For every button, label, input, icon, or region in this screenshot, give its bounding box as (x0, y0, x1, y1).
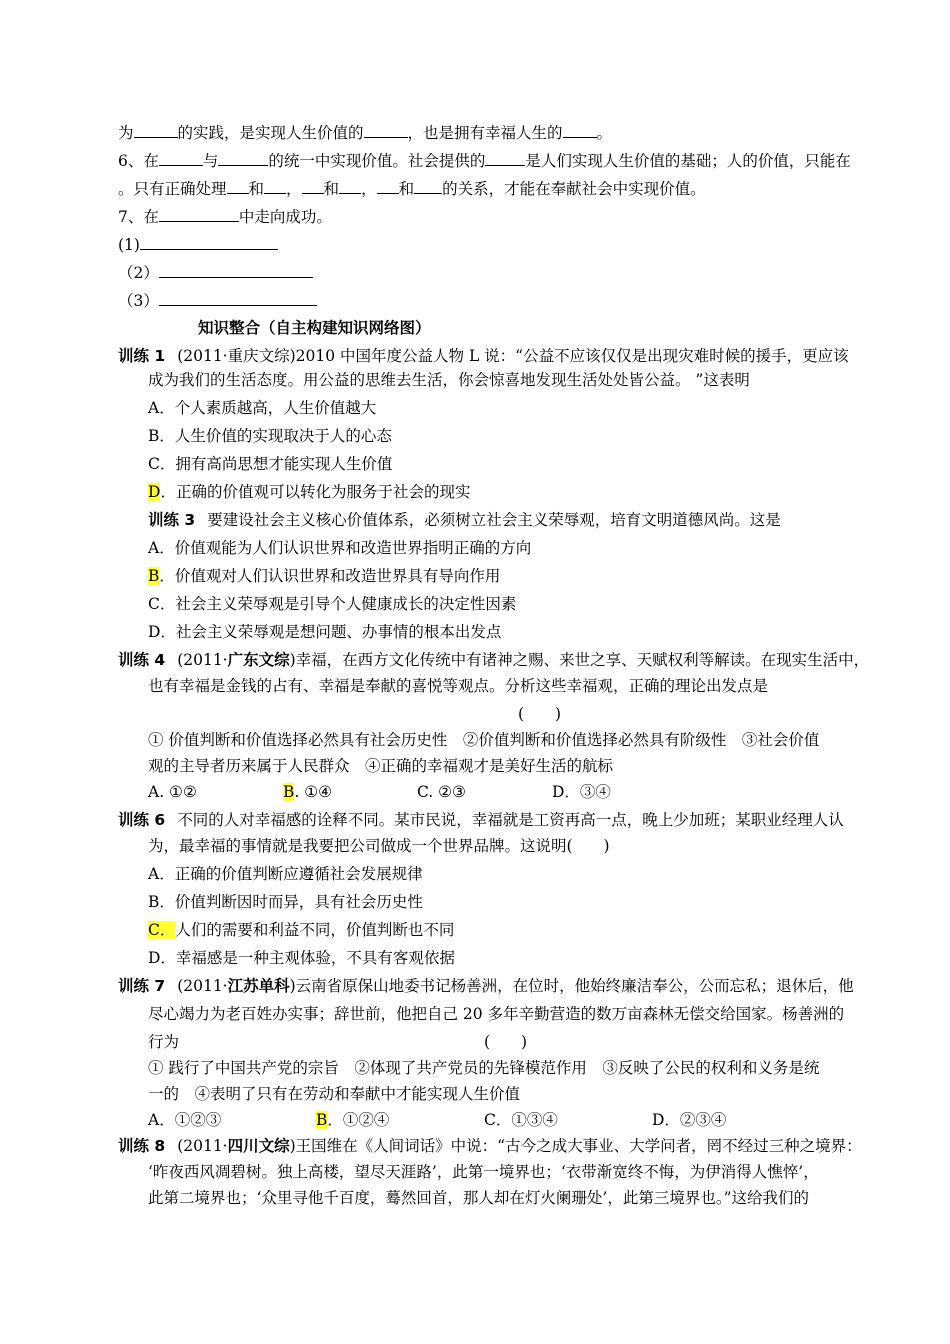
q8-stem-2: ‘昨夜西风凋碧树。独上高楼，望尽天涯路’，此第一境界也；‘衣带渐宽终不悔，为伊消得人憔悴’， (148, 1163, 819, 1181)
q6-stem-text: 不同的人对幸福感的诠释不同。某市民说，幸福就是工资再高一点，晚上少加班；某职业经理人认 (177, 811, 844, 829)
q4-stem-1 (118, 650, 869, 670)
q7-stem-3: 行为 (148, 1033, 180, 1051)
item-2 (118, 262, 313, 283)
blank[interactable] (377, 178, 399, 194)
q4-label: 训练 4 (118, 651, 166, 669)
q4-options-1: ① 价值判断和价值选择必然具有社会历史性 ②价值判断和价值选择必然具有阶级性 ③社会价值 (148, 731, 820, 749)
q3-label: 训练 3 (148, 511, 196, 529)
text: (2011· (177, 1137, 228, 1155)
q7-label: 训练 7 (118, 977, 166, 995)
text: 。 (596, 124, 613, 142)
text: 的关系，才能在奉献社会中实现价值。 (442, 180, 706, 198)
item-3 (118, 290, 317, 311)
option-text: ．正确的价值观可以转化为服务于社会的现实 (160, 483, 471, 501)
q8-stem-1 (118, 1136, 862, 1156)
q1-stem-text: (2011·重庆文综)2010 中国年度公益人物 L 说：“公益不应该仅仅是出现灾难时候的援手，更应该 (177, 347, 849, 365)
q4-option-a[interactable]: A. ①② (148, 783, 197, 801)
blank[interactable] (227, 178, 249, 194)
q3-option-b[interactable] (148, 566, 500, 586)
text: 和 (248, 180, 265, 198)
text: 与 (202, 152, 219, 170)
q1-stem-1 (118, 346, 849, 366)
q7-options-1: ① 践行了中国共产党的宗旨 ②体现了共产党员的先锋模范作用 ③反映了公民的权利和义务是统 (148, 1059, 820, 1077)
option-text: 人们的需要和利益不同，价值判断也不同 (175, 921, 455, 939)
text: 6、在 (118, 152, 159, 170)
answer-highlight: D (148, 483, 161, 501)
fill-line-1 (118, 122, 612, 143)
q7-option-b[interactable] (316, 1110, 389, 1130)
q3-option-a[interactable]: A．价值观能为人们认识世界和改造世界指明正确的方向 (148, 539, 532, 557)
q4-stem-2: 也有幸福是金钱的占有、幸福是奉献的喜悦等观点。分析这些幸福观，正确的理论出发点是 (148, 677, 769, 695)
item-number: （3） (118, 292, 159, 310)
blank[interactable] (218, 150, 268, 166)
text: 和 (398, 180, 415, 198)
text: (2011· (177, 977, 228, 995)
q6-label: 训练 6 (118, 811, 166, 829)
q7-option-a[interactable]: A．①②③ (148, 1111, 222, 1129)
item-number: （2） (118, 264, 159, 282)
answer-highlight: B (316, 1111, 328, 1129)
blank[interactable] (159, 206, 239, 222)
blank[interactable] (159, 290, 317, 306)
q4-option-c[interactable]: C. ②③ (417, 783, 466, 801)
q7-source: 江苏单科 (227, 977, 290, 995)
text: )云南省原保山地委书记杨善洲，在位时，他始终廉洁奉公，公而忘私；退休后，他 (289, 977, 854, 995)
q4-option-b[interactable] (283, 782, 332, 802)
q6-option-d[interactable]: D．幸福感是一种主观体验，不具有客观依据 (148, 949, 455, 967)
blank[interactable] (140, 234, 278, 250)
section-title: 知识整合（自主构建知识网络图） (198, 319, 431, 337)
q7-options-2: 一的 ④表明了只有在劳动和奉献中才能实现人生价值 (148, 1085, 521, 1103)
q3-stem-text: 要建设社会主义核心价值体系，必须树立社会主义荣辱观，培育文明道德风尚。这是 (207, 511, 781, 529)
q4-source: 广东文综 (227, 651, 290, 669)
q6-option-c[interactable] (148, 920, 454, 940)
q1-label: 训练 1 (118, 347, 166, 365)
blank[interactable] (485, 150, 525, 166)
text: 的统一中实现价值。社会提供的 (268, 152, 486, 170)
option-text: ．①②④ (327, 1111, 390, 1129)
item-number: (1) (118, 236, 140, 254)
q7-stem-1 (118, 976, 854, 996)
q6-option-b[interactable]: B．价值判断因时而异，具有社会历史性 (148, 893, 423, 911)
q6-stem-2: 为，最幸福的事情就是我要把公司做成一个世界品牌。这说明( ) (148, 837, 610, 855)
text: 和 (323, 180, 340, 198)
q4-options-2: 观的主导者历来属于人民群众 ④正确的幸福观才是美好生活的航标 (148, 757, 614, 775)
q1-option-a[interactable]: A．个人素质越高，人生价值越大 (148, 399, 377, 417)
blank[interactable] (159, 262, 313, 278)
q8-stem-3: 此第二境界也；‘众里寻他千百度，蓦然回首，那人却在灯火阑珊处’，此第三境界也。”这给我们的 (148, 1189, 810, 1207)
q8-label: 训练 8 (118, 1137, 166, 1155)
answer-highlight: B (283, 783, 295, 801)
text: 的实践，是实现人生价值的 (177, 124, 364, 142)
q8-source: 四川文综 (227, 1137, 290, 1155)
text: ， (286, 180, 302, 198)
q6-option-a[interactable]: A．正确的价值判断应遵循社会发展规律 (148, 865, 423, 883)
fill-line-2 (118, 150, 851, 171)
q7-option-d[interactable]: D．②③④ (652, 1111, 727, 1129)
text: ，也是拥有幸福人生的 (407, 124, 563, 142)
text: )王国维在《人间词话》中说：“古今之成大事业、大学问者，罔不经过三种之境界： (289, 1137, 862, 1155)
q3-stem (148, 510, 781, 530)
q3-option-c[interactable]: C．社会主义荣辱观是引导个人健康成长的决定性因素 (148, 595, 517, 613)
fill-line-4 (118, 206, 332, 227)
q1-option-d[interactable] (148, 482, 470, 502)
text: 为 (118, 124, 134, 142)
blank[interactable] (364, 122, 408, 138)
option-text: . ①④ (294, 783, 333, 801)
q3-option-d[interactable]: D．社会主义荣辱观是想问题、办事情的根本出发点 (148, 623, 502, 641)
q7-option-c[interactable]: C．①③④ (484, 1111, 558, 1129)
text: )幸福，在西方文化传统中有诸神之赐、来世之享、天赋权利等解读。在现实生活中， (289, 651, 870, 669)
q1-option-b[interactable]: B．人生价值的实现取决于人的心态 (148, 427, 392, 445)
blank[interactable] (134, 122, 178, 138)
blank[interactable] (339, 178, 361, 194)
q4-answer-paren[interactable]: ( ) (518, 705, 562, 723)
blank[interactable] (264, 178, 286, 194)
blank[interactable] (414, 178, 442, 194)
q1-stem-2: 成为我们的生活态度。用公益的思维去生活，你会惊喜地发现生活处处皆公益。 ”这表明 (148, 371, 750, 389)
blank[interactable] (302, 178, 324, 194)
text: 中走向成功。 (238, 208, 332, 226)
fill-line-3 (118, 178, 706, 199)
q7-answer-paren[interactable]: ( ) (484, 1033, 528, 1051)
answer-highlight: C． (148, 921, 176, 939)
answer-highlight: B (148, 567, 160, 585)
blank[interactable] (563, 122, 597, 138)
text: (2011· (177, 651, 228, 669)
item-1 (118, 234, 278, 255)
q1-option-c[interactable]: C．拥有高尚思想才能实现人生价值 (148, 455, 393, 473)
text: ， (361, 180, 377, 198)
q7-stem-2: 尽心竭力为老百姓办实事；辞世前，他把自己 20 多年辛勤营造的数万亩森林无偿交给国家。杨善洲的 (148, 1005, 845, 1023)
text: 。只有正确处理 (118, 180, 227, 198)
option-text: ．价值观对人们认识世界和改造世界具有导向作用 (159, 567, 501, 585)
blank[interactable] (159, 150, 203, 166)
q6-stem-1 (118, 810, 844, 830)
text: 7、在 (118, 208, 159, 226)
text: 是人们实现人生价值的基础；人的价值，只能在 (525, 152, 851, 170)
q4-option-d[interactable]: D．③④ (552, 783, 611, 801)
